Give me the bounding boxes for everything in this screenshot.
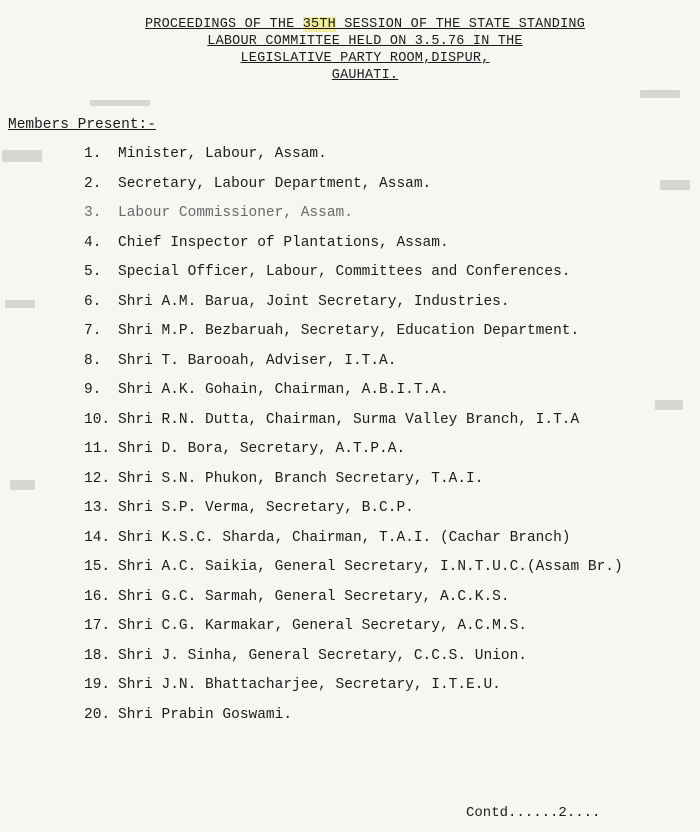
continued-note: Contd......2.... [466, 805, 601, 821]
member-item [84, 205, 684, 235]
member-item [84, 264, 684, 294]
scan-speckle [10, 480, 35, 490]
member-item [84, 382, 684, 412]
member-text: Shri T. Barooah, Adviser, I.T.A. [118, 352, 397, 369]
member-number: 12. [84, 470, 111, 487]
scan-speckle [2, 150, 42, 162]
member-text: Shri D. Bora, Secretary, A.T.P.A. [118, 441, 406, 457]
member-number: 11. [84, 441, 111, 457]
member-number: 13. [84, 500, 111, 516]
member-number: 4. [84, 234, 102, 251]
member-item [84, 323, 684, 353]
member-number: 1. [84, 146, 102, 162]
member-number: 16. [84, 588, 111, 605]
member-item [84, 500, 684, 530]
member-text: Shri Prabin Goswami. [118, 706, 293, 723]
member-number: 8. [84, 352, 102, 369]
title-line-1: PROCEEDINGS OF THE 35TH SESSION OF THE STATE STANDING [145, 17, 585, 32]
member-number: 5. [84, 264, 102, 280]
member-text: Shri J. Sinha, General Secretary, C.C.S. Union. [118, 647, 527, 664]
member-text: Shri S.N. Phukon, Branch Secretary, T.A.I. [118, 470, 484, 487]
member-text: Shri R.N. Dutta, Chairman, Surma Valley Branch, I.T.A [118, 411, 580, 428]
member-item [84, 176, 684, 206]
member-number: 6. [84, 293, 102, 310]
member-number: 17. [84, 618, 111, 634]
member-number: 9. [84, 382, 102, 398]
member-item [84, 618, 684, 648]
member-item [84, 441, 684, 471]
member-text: Shri C.G. Karmakar, General Secretary, A.C.M.S. [118, 618, 527, 634]
document-title [100, 16, 630, 84]
member-text: Shri M.P. Bezbaruah, Secretary, Education Department. [118, 323, 580, 339]
member-number: 18. [84, 647, 111, 664]
member-number: 15. [84, 559, 111, 575]
members-heading: Members Present:- [8, 117, 156, 133]
member-number: 14. [84, 529, 111, 546]
member-text: Shri A.K. Gohain, Chairman, A.B.I.T.A. [118, 382, 449, 398]
member-text: Minister, Labour, Assam. [118, 146, 327, 162]
member-item [84, 353, 684, 383]
scan-speckle [640, 90, 680, 98]
member-item [84, 412, 684, 442]
member-item [84, 559, 684, 589]
member-item [84, 677, 684, 707]
member-item [84, 471, 684, 501]
session-number-highlight: 35TH [302, 17, 336, 32]
member-text: Shri S.P. Verma, Secretary, B.C.P. [118, 500, 414, 516]
title-line-2: LABOUR COMMITTEE HELD ON 3.5.76 IN THE [207, 34, 523, 49]
member-text: Shri A.M. Barua, Joint Secretary, Industries. [118, 293, 510, 310]
member-number: 10. [84, 411, 111, 428]
member-item [84, 294, 684, 324]
member-number: 19. [84, 677, 111, 693]
member-item [84, 648, 684, 678]
member-number: 7. [84, 323, 102, 339]
scan-speckle [5, 300, 35, 308]
member-item [84, 235, 684, 265]
member-item [84, 146, 684, 176]
member-text: Chief Inspector of Plantations, Assam. [118, 234, 449, 251]
member-number: 20. [84, 706, 111, 723]
member-text: Special Officer, Labour, Committees and Conferences. [118, 264, 571, 280]
member-number: 2. [84, 175, 102, 192]
member-text: Shri K.S.C. Sharda, Chairman, T.A.I. (Cachar Branch) [118, 529, 571, 546]
member-item [84, 707, 684, 737]
member-text: Shri A.C. Saikia, General Secretary, I.N.T.U.C.(Assam Br.) [118, 559, 623, 575]
scan-speckle [90, 100, 150, 106]
member-text: Shri J.N. Bhattacharjee, Secretary, I.T.E.U. [118, 677, 501, 693]
member-number: 3. [84, 205, 102, 221]
member-text: Shri G.C. Sarmah, General Secretary, A.C.K.S. [118, 588, 510, 605]
title-line-4: GAUHATI. [331, 68, 399, 83]
member-item [84, 530, 684, 560]
title-line-3: LEGISLATIVE PARTY ROOM,DISPUR, [240, 51, 490, 66]
member-text: Secretary, Labour Department, Assam. [118, 175, 432, 192]
member-item [84, 589, 684, 619]
members-list [84, 146, 684, 736]
member-text: Labour Commissioner, Assam. [118, 205, 353, 221]
